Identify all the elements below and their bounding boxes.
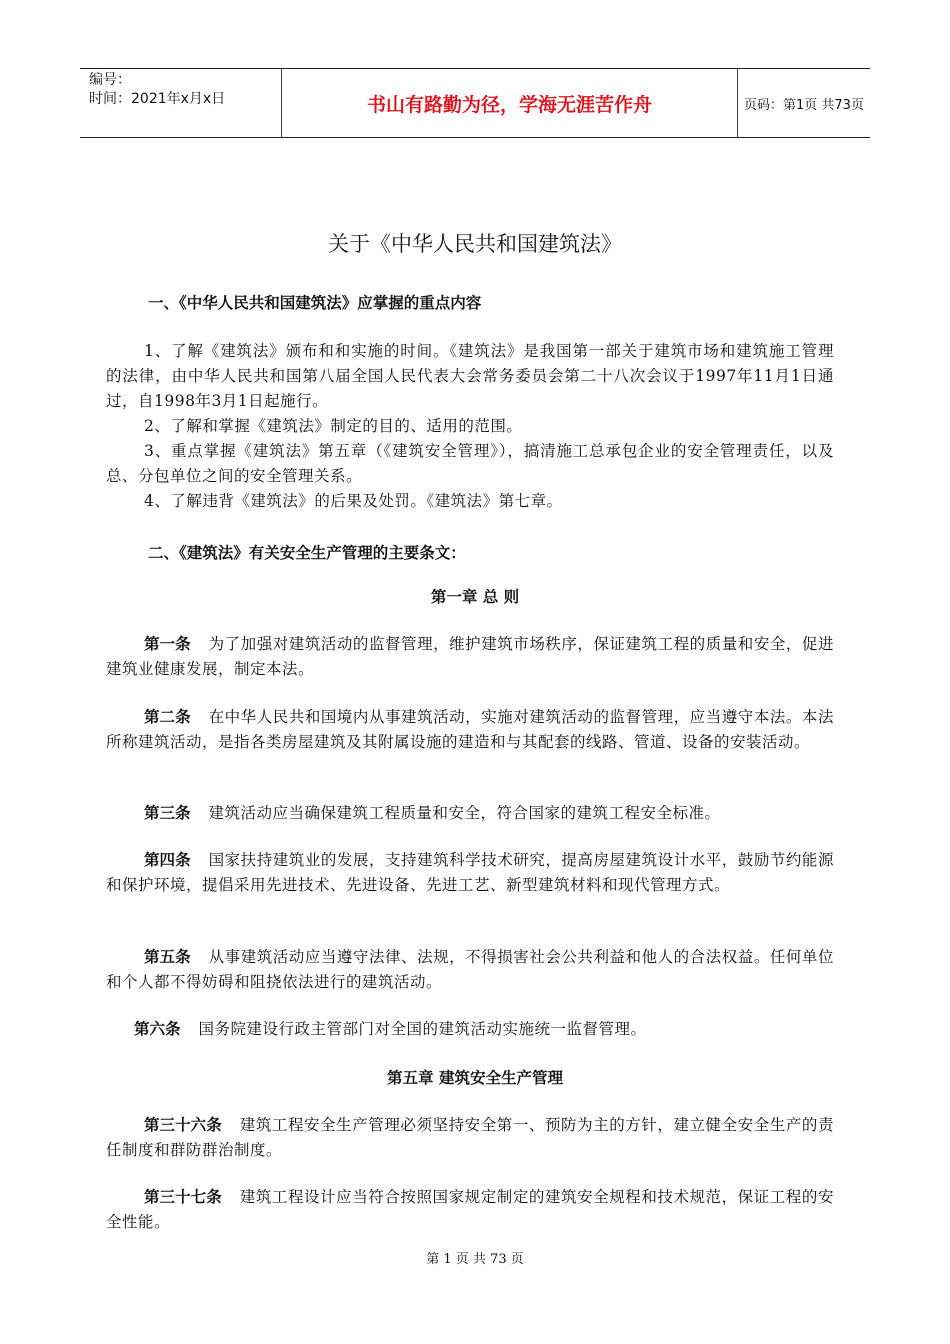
article-text: 为了加强对建筑活动的监督管理，维护建筑市场秩序，保证建筑工程的质量和安全，促进建筑业健康发展，制定本法。 [106, 635, 834, 678]
section-heading-2: 二、《建筑法》有关安全生产管理的主要条文： [148, 544, 466, 562]
article-text: 在中华人民共和国境内从事建筑活动，实施对建筑活动的监督管理，应当遵守本法。本法所称建筑活动，是指各类房屋建筑及其附属设施的建造和与其配套的线路、管道、设备的安装活动。 [106, 708, 834, 751]
chapter-heading-1: 第一章 总 则 [430, 588, 520, 606]
article-paragraph [106, 1113, 834, 1163]
article-label: 第一条 [144, 635, 191, 653]
document-header [80, 68, 870, 138]
article-paragraph [106, 848, 834, 898]
list-item: 4、了解违背《建筑法》的后果及处罚。《建筑法》第七章。 [144, 492, 563, 510]
article-label: 第六条 [134, 1020, 181, 1038]
number-label: 编号： [89, 72, 131, 88]
list-item: 1、了解《建筑法》颁布和和实施的时间。《建筑法》是我国第一部关于建筑市场和建筑施工管理的法律，由中华人民共和国第八届全国人民代表大会常务委员会第二十八次会议于1997年11月1日通过，自1998年3月1日起施行。 [106, 342, 834, 410]
article-label: 第二条 [144, 708, 191, 726]
article-paragraph [106, 945, 834, 995]
article-label: 第三条 [144, 804, 191, 822]
list-item: 2、了解和掌握《建筑法》制定的目的、适用的范围。 [144, 417, 523, 435]
article-text: 从事建筑活动应当遵守法律、法规，不得损害社会公共利益和他人的合法权益。任何单位和个人都不得妨碍和阻挠依法进行的建筑活动。 [106, 948, 834, 991]
date-label: 时间：2021年x月x日 [89, 91, 226, 107]
article-label: 第三十六条 [144, 1116, 222, 1134]
list-item: 3、重点掌握《建筑法》第五章（《建筑安全管理》），搞清施工总承包企业的安全管理责任，以及总、分包单位之间的安全管理关系。 [106, 442, 834, 485]
article-text: 建筑工程安全生产管理必须坚持安全第一、预防为主的方针，建立健全安全生产的责任制度和群防群治制度。 [106, 1116, 834, 1159]
article-paragraph [106, 632, 834, 682]
article-text: 国家扶持建筑业的发展，支持建筑科学技术研究，提高房屋建筑设计水平，鼓励节约能源和保护环境，提倡采用先进技术、先进设备、先进工艺、新型建筑材料和现代管理方式。 [106, 851, 834, 894]
header-motto: 书山有路勤为径，学海无涯苦作舟 [282, 69, 738, 137]
article-paragraph [106, 705, 834, 755]
article-label: 第三十七条 [144, 1188, 222, 1206]
article-paragraph [106, 801, 834, 826]
article-text: 建筑活动应当确保建筑工程质量和安全，符合国家的建筑工程安全标准。 [208, 804, 721, 822]
document-title: 关于《中华人民共和国建筑法》 [328, 232, 622, 256]
article-paragraph [134, 1017, 862, 1042]
header-page-label: 页码：第1页 共73页 [744, 97, 864, 113]
article-label: 第四条 [144, 851, 191, 869]
header-info-cell [80, 69, 282, 137]
section-heading-1: 一、《中华人民共和国建筑法》应掌握的重点内容 [148, 294, 482, 312]
page-footer: 第 1 页 共 73 页 [426, 1252, 524, 1267]
article-text: 建筑工程设计应当符合按照国家规定制定的建筑安全规程和技术规范，保证工程的安全性能。 [106, 1188, 834, 1231]
chapter-heading-5: 第五章 建筑安全生产管理 [387, 1069, 563, 1087]
article-paragraph [106, 1185, 834, 1235]
article-text: 国务院建设行政主管部门对全国的建筑活动实施统一监督管理。 [198, 1020, 647, 1038]
article-label: 第五条 [144, 948, 191, 966]
